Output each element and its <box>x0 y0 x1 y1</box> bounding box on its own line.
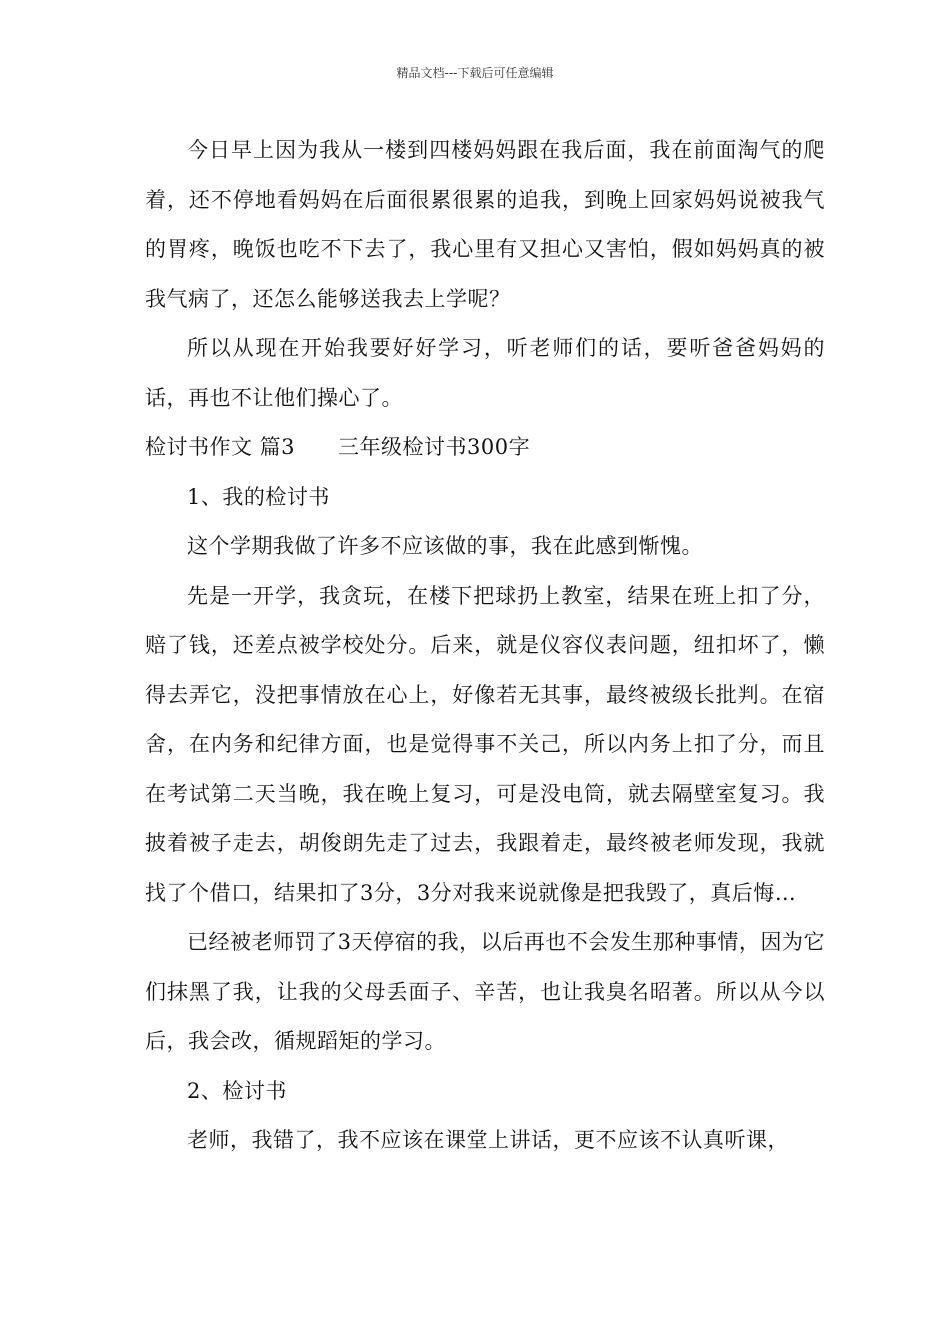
paragraph: 老师，我错了，我不应该在课堂上讲话，更不应该不认真听课， <box>187 1128 789 1152</box>
paragraph: 先是一开学，我贪玩，在楼下把球扔上教室，结果在班上扣了分，赔了钱，还差点被学校处分。后来，就是仪容仪表问题，纽扣坏了，懒得去弄它，没把事情放在心上，好像若无其事，最终被级长批判。在宿舍，在内务和纪律方面，也是觉得事不关己，所以内务上扣了分，而且在考试第二天当晚，我在晚上复习，可是没电筒，就去隔壁室复习。我披着被子走去，胡俊朗先走了过去，我跟着走，最终被老师发现，我就找了个借口，结果扣了3分，3分对我来说就像是把我毁了，真后悔… <box>145 583 825 905</box>
section-heading: 检讨书作文 篇3 三年级检讨书300字 <box>145 435 531 459</box>
paragraph: 所以从现在开始我要好好学习，听老师们的话，要听爸爸妈妈的话，再也不让他们操心了。 <box>145 336 825 410</box>
page-header: 精品文档---下载后可任意编辑 <box>396 66 554 80</box>
paragraph: 今日早上因为我从一楼到四楼妈妈跟在我后面，我在前面淘气的爬着，还不停地看妈妈在后面很累很累的追我，到晚上回家妈妈说被我气的胃疼，晚饭也吃不下去了，我心里有又担心又害怕，假如妈妈真的被我气病了，还怎么能够送我去上学呢？ <box>145 138 825 311</box>
paragraph: 已经被老师罚了3天停宿的我，以后再也不会发生那种事情，因为它们抹黑了我，让我的父母丢面子、辛苦，也让我臭名昭著。所以从今以后，我会改，循规蹈矩的学习。 <box>145 930 825 1053</box>
document-body <box>145 126 825 1166</box>
sub-heading: 1、我的检讨书 <box>187 484 330 509</box>
paragraph: 这个学期我做了许多不应该做的事，我在此感到惭愧。 <box>187 534 703 558</box>
sub-heading: 2、检讨书 <box>187 1078 287 1103</box>
